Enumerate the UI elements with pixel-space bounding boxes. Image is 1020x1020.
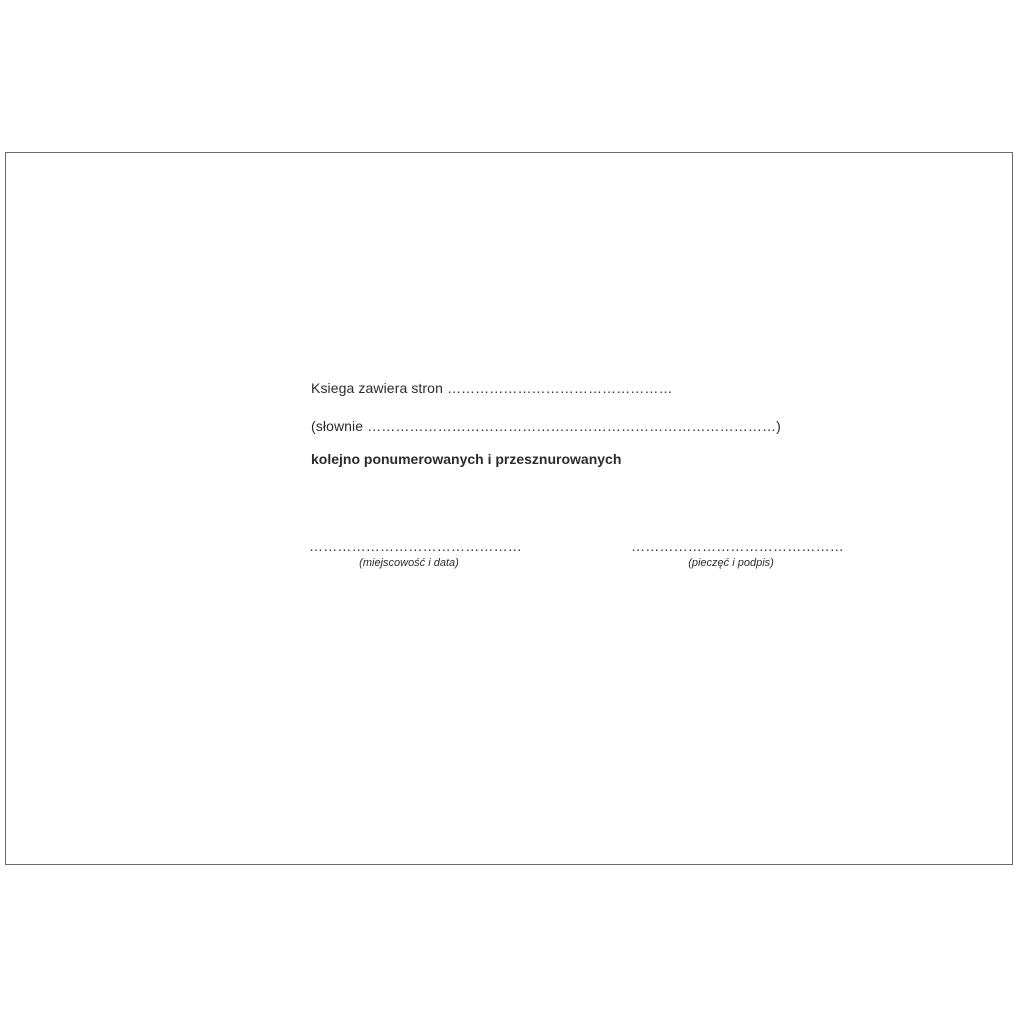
pages-count-line	[311, 380, 673, 396]
pages-in-words-line	[311, 418, 781, 434]
place-date-field: ………………………………………	[309, 538, 522, 554]
stamp-signature-field: ………………………………………	[631, 538, 844, 554]
pages-count-field: …………………………………………	[446, 380, 673, 396]
document-sheet	[5, 152, 1013, 865]
pages-in-words-field: ……………………………………………………………………………	[367, 418, 777, 434]
stamp-signature-caption: (pieczęć i podpis)	[688, 557, 774, 569]
place-date-caption: (miejscowość i data)	[359, 557, 459, 569]
numbered-statement: kolejno ponumerowanych i przesznurowanych	[311, 451, 622, 467]
pages-in-words-label: (słownie	[311, 418, 364, 434]
pages-in-words-close: )	[776, 418, 781, 434]
pages-count-label: Ksiega zawiera stron	[311, 380, 443, 396]
